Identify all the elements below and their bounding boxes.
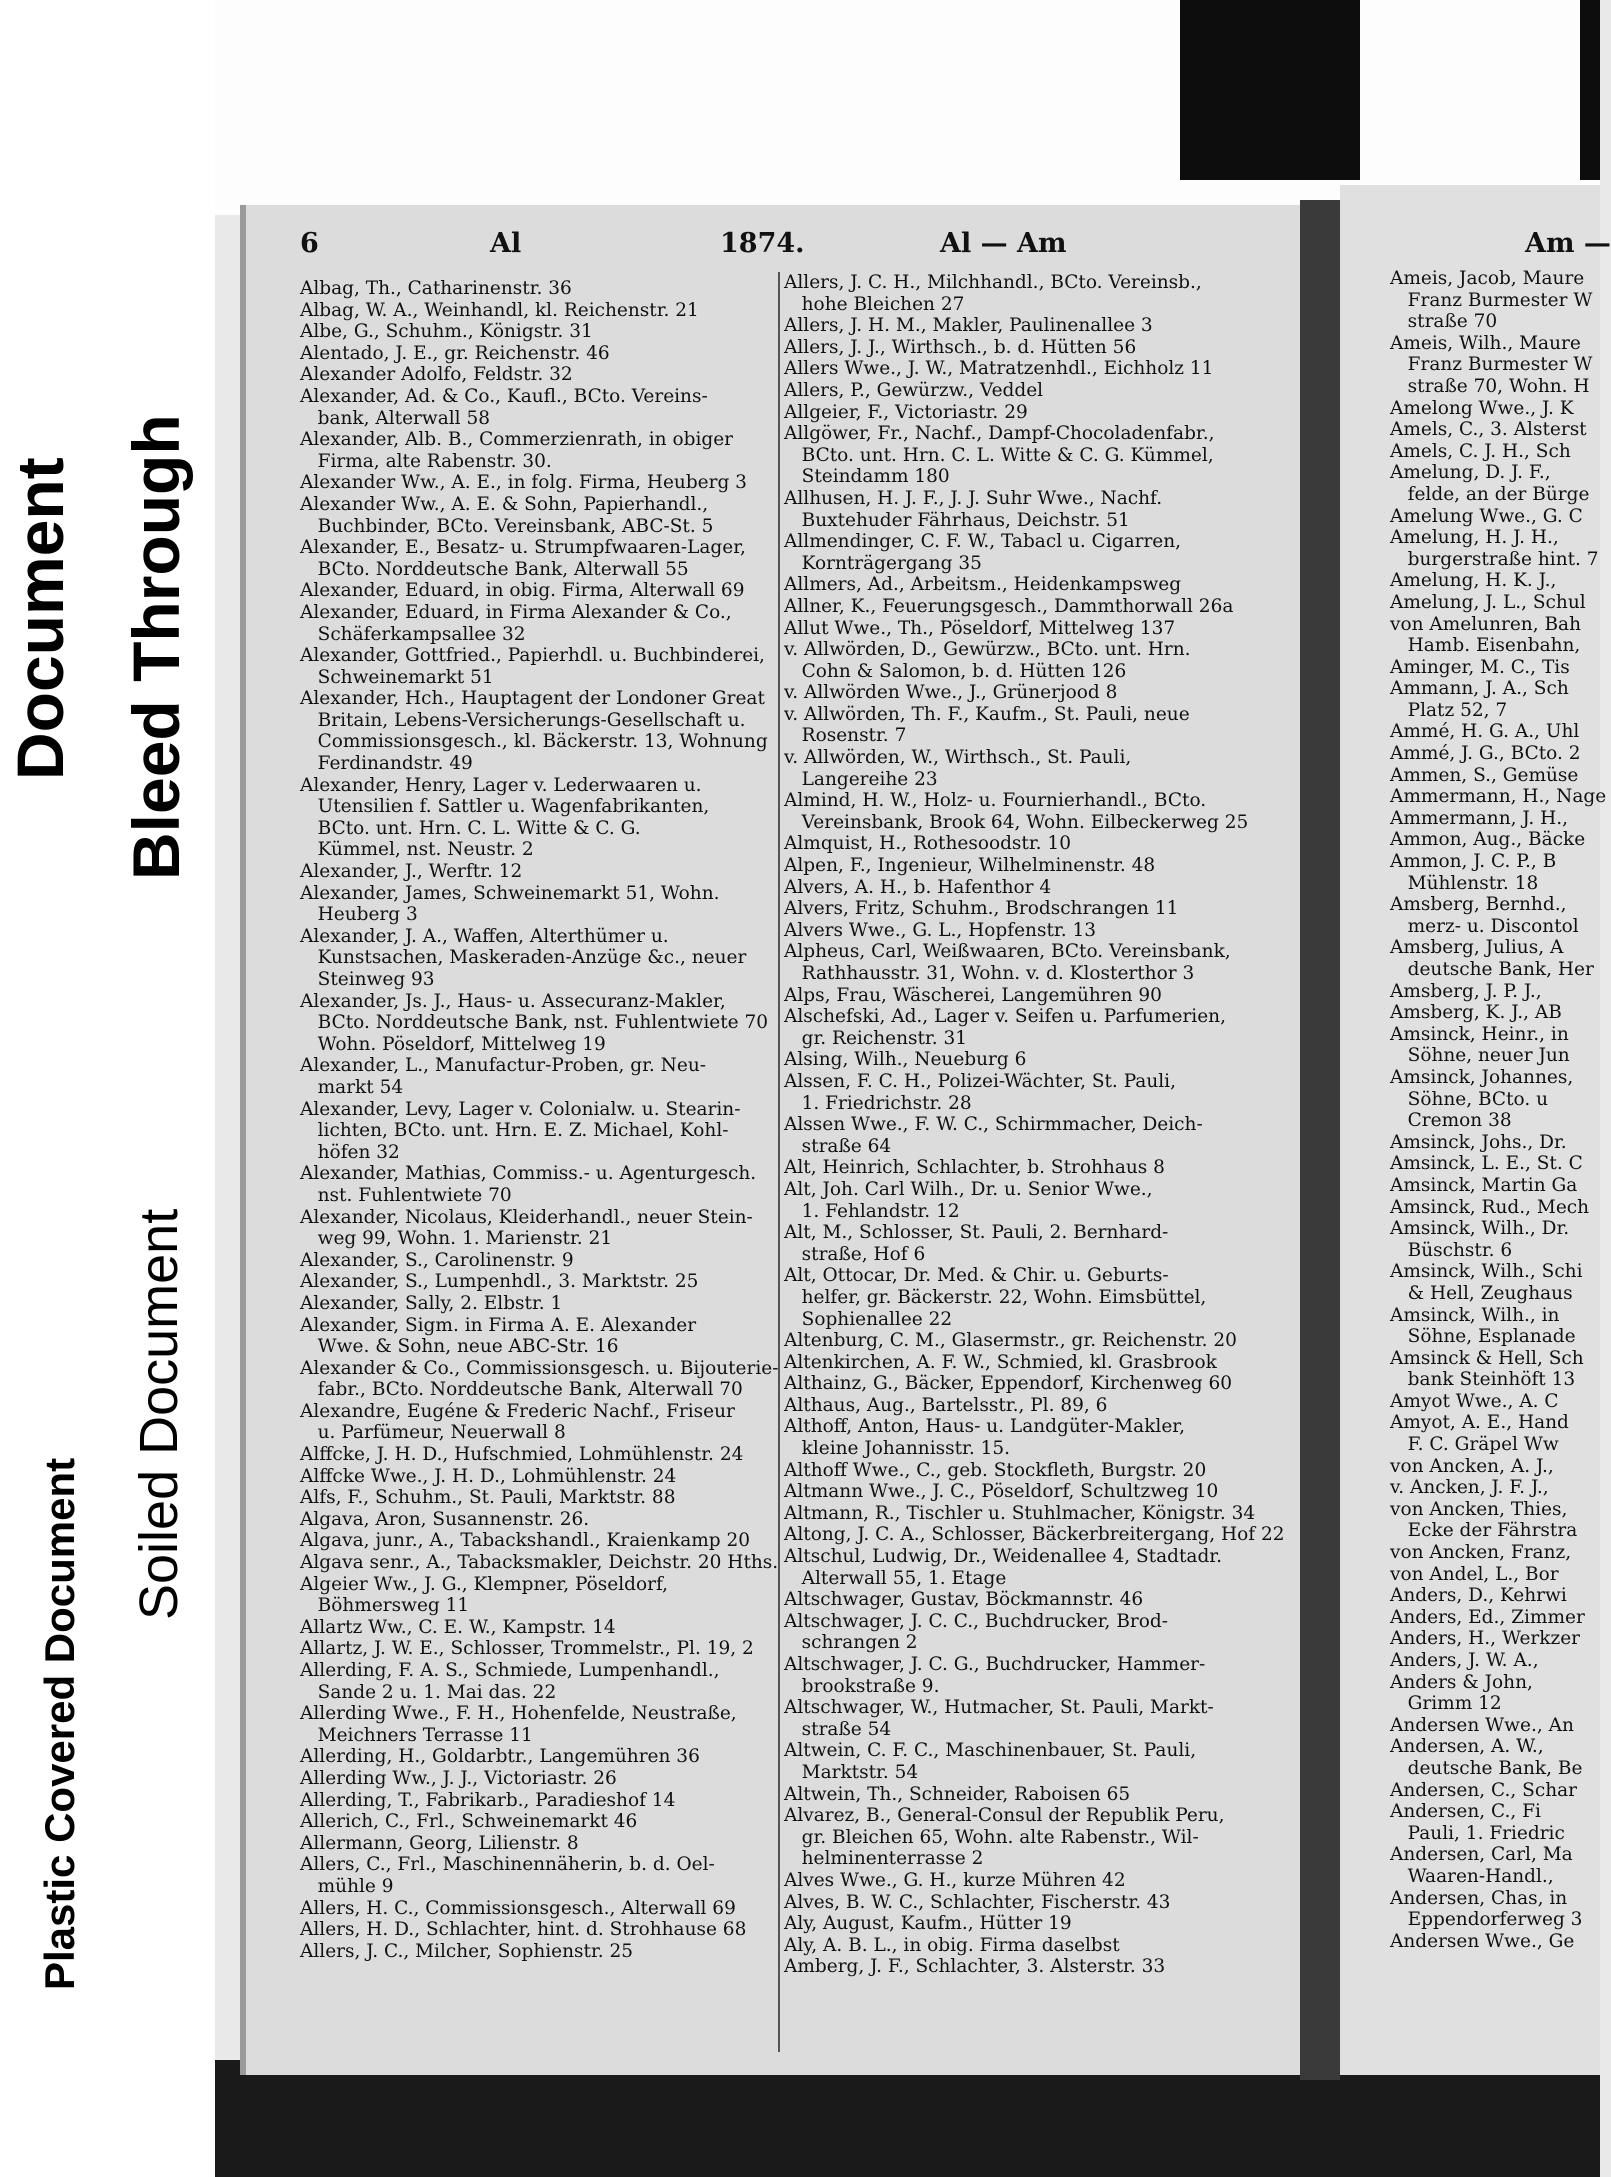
- directory-entry: Altschwager, J. C. C., Buchdrucker, Brod-: [784, 1610, 1168, 1632]
- directory-entry: v. Allwörden Wwe., J., Grünerjood 8: [784, 682, 1118, 704]
- directory-entry: Alexander, Eduard, in Firma Alexander & Co.,: [300, 601, 732, 623]
- directory-entry: Alexander, Gottfried., Papierhdl. u. Buchbinderei,: [300, 645, 765, 667]
- directory-entry: Kornträgergang 35: [784, 552, 982, 574]
- directory-entry: Büschstr. 6: [1390, 1239, 1513, 1261]
- column-rule: [778, 272, 780, 2052]
- directory-entry: deutsche Bank, Her: [1390, 959, 1594, 980]
- directory-entry: Alexander, Sally, 2. Elbstr. 1: [300, 1292, 563, 1314]
- directory-entry: Ammermann, J. H.,: [1390, 807, 1569, 829]
- directory-entry: Altschwager, J. C. G., Buchdrucker, Hammer-: [784, 1654, 1206, 1675]
- directory-entry: Amsinck & Hell, Sch: [1390, 1347, 1584, 1369]
- directory-entry: 1. Fehlandstr. 12: [784, 1200, 960, 1222]
- directory-entry: Allers, C., Frl., Maschinennäherin, b. d. Oel-: [300, 1854, 715, 1876]
- directory-entry: Amelung, J. L., Schul: [1390, 591, 1586, 613]
- directory-entry: Allers, H. D., Schlachter, hint. d. Strohhause 68: [300, 1919, 747, 1941]
- tag-soiled-document: Soiled Document: [129, 1208, 189, 1620]
- directory-entry: Allers, J. C., Milcher, Sophienstr. 25: [300, 1940, 634, 1962]
- directory-entry: straße 70, Wohn. H: [1390, 375, 1590, 397]
- directory-entry: Cremon 38: [1390, 1110, 1512, 1132]
- directory-entry: Ameis, Wilh., Maure: [1390, 332, 1581, 354]
- directory-entry: Buchbinder, BCto. Vereinsbank, ABC-St. 5: [300, 515, 714, 537]
- directory-entry: Alt, M., Schlosser, St. Pauli, 2. Bernhard-: [784, 1222, 1169, 1244]
- directory-entry: Söhne, Esplanade: [1390, 1326, 1576, 1348]
- directory-entry: hohe Bleichen 27: [784, 293, 965, 315]
- directory-entry: Algava senr., A., Tabacksmakler, Deichstr. 20 Hths.: [300, 1552, 779, 1574]
- directory-entry: Alexander, James, Schweinemarkt 51, Wohn.: [300, 882, 720, 904]
- running-head-left: Al: [490, 228, 522, 259]
- directory-entry: Eppendorferweg 3: [1390, 1909, 1583, 1931]
- directory-entry: Heuberg 3: [300, 904, 418, 926]
- directory-entry: bank, Alterwall 58: [300, 407, 491, 429]
- directory-entry: gr. Bleichen 65, Wohn. alte Rabenstr., Wil-: [784, 1826, 1199, 1848]
- directory-entry: Schweinemarkt 51: [300, 666, 494, 688]
- directory-entry: kleine Johannisstr. 15.: [784, 1438, 1011, 1460]
- directory-entry: Alexander, Henry, Lager v. Lederwaaren u.: [300, 774, 702, 796]
- directory-entry: Buxtehuder Fährhaus, Deichstr. 51: [784, 509, 1130, 531]
- directory-entry: Aly, August, Kaufm., Hütter 19: [784, 1913, 1072, 1935]
- directory-entry: Amyot Wwe., A. C: [1390, 1390, 1559, 1412]
- directory-entry: von Andel, L., Bor: [1390, 1563, 1559, 1585]
- directory-entry: 1. Friedrichstr. 28: [784, 1092, 972, 1114]
- directory-entry: Altschul, Ludwig, Dr., Weidenallee 4, Stadtadr.: [784, 1546, 1222, 1568]
- directory-entry: Andersen, Chas, in: [1390, 1887, 1568, 1909]
- directory-entry: Firma, alte Rabenstr. 30.: [300, 450, 552, 472]
- directory-entry: Mühlenstr. 18: [1390, 872, 1539, 894]
- directory-entry: Allerding, F. A. S., Schmiede, Lumpenhandl.,: [300, 1660, 720, 1681]
- directory-entry: Sande 2 u. 1. Mai das. 22: [300, 1681, 557, 1703]
- directory-entry: weg 99, Wohn. 1. Marienstr. 21: [300, 1228, 613, 1250]
- directory-entry: Alvers, A. H., b. Hafenthor 4: [784, 876, 1052, 898]
- directory-entry: Alexander, Levy, Lager v. Colonialw. u. Stearin-: [300, 1098, 741, 1120]
- directory-entry: Allhusen, H. J. F., J. J. Suhr Wwe., Nachf.: [784, 487, 1163, 509]
- directory-entry: Langereihe 23: [784, 768, 938, 790]
- directory-entry: Allerding, H., Goldarbtr., Langemühren 36: [300, 1746, 700, 1768]
- directory-entry: Alpheus, Carl, Weißwaaren, BCto. Vereinsbank,: [784, 941, 1231, 963]
- directory-entry: Rathhausstr. 31, Wohn. v. d. Klosterthor 3: [784, 963, 1195, 984]
- directory-entry: Meichners Terrasse 11: [300, 1724, 533, 1746]
- directory-entry: Amberg, J. F., Schlachter, 3. Alsterstr. 33: [784, 1956, 1166, 1978]
- directory-entry: Sophienallee 22: [784, 1308, 953, 1330]
- directory-entry: Kunstsachen, Maskeraden-Anzüge &c., neuer: [300, 947, 747, 969]
- directory-entry: von Ancken, Thies,: [1390, 1498, 1568, 1520]
- directory-entry: straße, Hof 6: [784, 1243, 926, 1265]
- directory-entry: Alssen Wwe., F. W. C., Schirmmacher, Deich-: [784, 1114, 1203, 1136]
- directory-entry: Wohn. Pöseldorf, Mittelweg 19: [300, 1033, 606, 1055]
- directory-entry: Amels, C. J. H., Sch: [1390, 440, 1571, 462]
- directory-entry: Alves Wwe., G. H., kurze Mühren 42: [784, 1869, 1126, 1891]
- directory-entry: Anders, J. W. A.,: [1390, 1650, 1539, 1671]
- directory-entry: Amsinck, Martin Ga: [1390, 1174, 1578, 1196]
- tag-document: Document: [3, 457, 77, 780]
- directory-entry: Alexandre, Eugéne & Frederic Nachf., Friseur: [300, 1400, 735, 1422]
- directory-entry: Albag, W. A., Weinhandl, kl. Reichenstr. 21: [300, 299, 699, 321]
- directory-entry: Alt, Joh. Carl Wilh., Dr. u. Senior Wwe.,: [784, 1178, 1153, 1200]
- directory-entry: Altmann, R., Tischler u. Stuhlmacher, Königstr. 34: [784, 1502, 1256, 1524]
- directory-entry: BCto. Norddeutsche Bank, Alterwall 55: [300, 558, 689, 580]
- directory-column-3: [1390, 268, 1607, 1952]
- directory-entry: Rosenstr. 7: [784, 725, 907, 747]
- directory-entry: Amsberg, J. P. J.,: [1390, 980, 1542, 1002]
- directory-entry: Althainz, G., Bäcker, Eppendorf, Kirchenweg 60: [784, 1373, 1233, 1395]
- running-head-right: Am —: [1525, 228, 1611, 259]
- directory-entry: Algava, Aron, Susannenstr. 26.: [300, 1508, 590, 1530]
- directory-entry: Andersen Wwe., Ge: [1390, 1930, 1575, 1952]
- directory-entry: Steinweg 93: [300, 969, 435, 990]
- directory-entry: v. Allwörden, D., Gewürzw., BCto. unt. Hrn.: [784, 639, 1191, 661]
- directory-entry: Allartz Ww., C. E. W., Kampstr. 14: [300, 1616, 616, 1638]
- directory-entry: Utensilien f. Sattler u. Wagenfabrikanten,: [300, 796, 710, 818]
- directory-entry: Allmers, Ad., Arbeitsm., Heidenkampsweg: [784, 574, 1182, 596]
- directory-entry: Britain, Lebens-Versicherungs-Gesellschaft u.: [300, 709, 746, 731]
- directory-entry: Alexander, Eduard, in obig. Firma, Alterwall 69: [300, 580, 745, 602]
- directory-entry: Allermann, Georg, Lilienstr. 8: [300, 1832, 579, 1854]
- directory-entry: brookstraße 9.: [784, 1675, 940, 1697]
- directory-entry: v. Allwörden, W., Wirthsch., St. Pauli,: [784, 747, 1132, 769]
- book-gutter: [1300, 200, 1340, 2080]
- directory-entry: Alexander, L., Manufactur-Proben, gr. Neu-: [300, 1055, 706, 1077]
- directory-entry: Commissionsgesch., kl. Bäckerstr. 13, Wohnung: [300, 731, 768, 753]
- directory-entry: Alves, B. W. C., Schlachter, Fischerstr. 43: [784, 1891, 1171, 1913]
- directory-entry: burgerstraße hint. 7: [1390, 548, 1599, 570]
- directory-entry: Söhne, neuer Jun: [1390, 1045, 1570, 1067]
- directory-entry: Ammermann, H., Nage: [1390, 786, 1607, 808]
- directory-entry: Albe, G., Schuhm., Königstr. 31: [300, 321, 593, 343]
- directory-entry: Allmendinger, C. F. W., Tabacl u. Cigarren,: [784, 531, 1182, 553]
- directory-entry: Amelong Wwe., J. K: [1390, 397, 1574, 419]
- background-top: [215, 0, 1600, 215]
- book-bottom-edge: [215, 2060, 1600, 2177]
- directory-entry: Alexander, S., Carolinenstr. 9: [300, 1249, 574, 1271]
- directory-entry: straße 64: [784, 1135, 892, 1157]
- directory-entry: Allner, K., Feuerungsgesch., Dammthorwall 26a: [784, 595, 1234, 617]
- directory-entry: Wwe. & Sohn, neue ABC-Str. 16: [300, 1336, 619, 1358]
- directory-entry: Allers, P., Gewürzw., Veddel: [784, 379, 1044, 401]
- directory-entry: Allut Wwe., Th., Pöseldorf, Mittelweg 137: [784, 617, 1176, 639]
- directory-entry: Andersen, C., Fi: [1390, 1801, 1541, 1823]
- directory-entry: Alpen, F., Ingenieur, Wilhelminenstr. 48: [784, 855, 1156, 877]
- directory-entry: Aminger, M. C., Tis: [1390, 656, 1570, 678]
- directory-entry: Ameis, Jacob, Maure: [1390, 268, 1585, 289]
- directory-column-2: [784, 272, 1285, 1978]
- directory-entry: Alffcke, J. H. D., Hufschmied, Lohmühlenstr. 24: [300, 1444, 744, 1466]
- directory-entry: Ecke der Fährstra: [1390, 1520, 1578, 1542]
- directory-entry: Alexander Ww., A. E. & Sohn, Papierhandl.,: [300, 493, 709, 515]
- directory-entry: Alexander Ww., A. E., in folg. Firma, Heuberg 3: [300, 472, 747, 494]
- directory-entry: Alexander, Js. J., Haus- u. Assecuranz-Makler,: [300, 990, 726, 1012]
- directory-entry: Amyot, A. E., Hand: [1390, 1412, 1569, 1434]
- directory-entry: Algava, junr., A., Tabackshandl., Kraienkamp 20: [300, 1530, 751, 1552]
- directory-entry: Cohn & Salomon, b. d. Hütten 126: [784, 660, 1127, 682]
- directory-entry: Andersen, C., Schar: [1390, 1779, 1577, 1801]
- directory-entry: Aly, A. B. L., in obig. Firma daselbst: [784, 1934, 1120, 1956]
- tag-bleed-through: Bleed Through: [119, 414, 193, 880]
- directory-entry: mühle 9: [300, 1875, 394, 1897]
- directory-entry: Hamb. Eisenbahn,: [1390, 635, 1581, 657]
- directory-entry: Pauli, 1. Friedric: [1390, 1822, 1565, 1844]
- directory-entry: Ammen, S., Gemüse: [1390, 764, 1579, 786]
- directory-entry: Alexander, Mathias, Commiss.- u. Agenturgesch.: [300, 1163, 757, 1185]
- directory-entry: Allers Wwe., J. W., Matratzenhdl., Eichholz 11: [784, 358, 1214, 380]
- directory-entry: höfen 32: [300, 1141, 400, 1163]
- directory-entry: helminenterrasse 2: [784, 1848, 984, 1870]
- directory-entry: Altenkirchen, A. F. W., Schmied, kl. Grasbrook: [784, 1351, 1217, 1373]
- directory-entry: Böhmersweg 11: [300, 1595, 470, 1617]
- directory-entry: Althaus, Aug., Bartelsstr., Pl. 89, 6: [784, 1394, 1108, 1416]
- directory-entry: Söhne, BCto. u: [1390, 1088, 1549, 1110]
- directory-column-1: [300, 278, 779, 1962]
- directory-entry: Altwein, Th., Schneider, Raboisen 65: [784, 1783, 1131, 1805]
- directory-entry: Alsing, Wilh., Neueburg 6: [784, 1049, 1027, 1071]
- directory-entry: v. Ancken, J. F. J.,: [1390, 1477, 1549, 1499]
- directory-entry: Allerding Wwe., F. H., Hohenfelde, Neustraße,: [300, 1703, 737, 1725]
- directory-entry: Alssen, F. C. H., Polizei-Wächter, St. Pauli,: [784, 1070, 1176, 1092]
- directory-entry: Alexander, Nicolaus, Kleiderhandl., neuer Stein-: [300, 1206, 753, 1228]
- directory-entry: Altwein, C. F. C., Maschinenbauer, St. Pauli,: [784, 1740, 1197, 1762]
- directory-entry: Amelung Wwe., G. C: [1390, 505, 1583, 527]
- directory-entry: Allers, J. C. H., Milchhandl., BCto. Vereinsb.,: [784, 272, 1202, 293]
- directory-entry: Althoff, Anton, Haus- u. Landgüter-Makler,: [784, 1416, 1185, 1438]
- directory-entry: gr. Reichenstr. 31: [784, 1027, 968, 1049]
- directory-entry: Ammé, J. G., BCto. 2: [1390, 743, 1581, 765]
- binding-dark: [1180, 0, 1360, 180]
- directory-entry: Marktstr. 54: [784, 1761, 919, 1783]
- directory-entry: Alexander Adolfo, Feldstr. 32: [300, 364, 573, 386]
- directory-entry: F. C. Gräpel Ww: [1390, 1434, 1559, 1456]
- binding-dark-right: [1580, 0, 1600, 180]
- directory-entry: Amsinck, Heinr., in: [1390, 1023, 1569, 1045]
- directory-entry: Alexander, J. A., Waffen, Alterthümer u.: [300, 925, 669, 947]
- tag-plastic-covered: Plastic Covered Document: [36, 1457, 83, 1990]
- directory-entry: Steindamm 180: [784, 466, 950, 488]
- directory-entry: Ammann, J. A., Sch: [1390, 678, 1569, 700]
- directory-entry: Ferdinandstr. 49: [300, 753, 473, 775]
- directory-entry: Alexander & Co., Commissionsgesch. u. Bijouterie-: [300, 1357, 779, 1379]
- directory-entry: Amsinck, Wilh., Schi: [1390, 1261, 1583, 1283]
- directory-entry: Amsinck, Johannes,: [1390, 1066, 1574, 1088]
- directory-entry: felde, an der Bürge: [1390, 483, 1590, 505]
- directory-entry: Algeier Ww., J. G., Klempner, Pöseldorf,: [300, 1573, 669, 1595]
- directory-entry: Alexander, Ad. & Co., Kaufl., BCto. Vereins-: [300, 385, 708, 407]
- directory-entry: Waaren-Handl.,: [1390, 1865, 1554, 1887]
- directory-entry: Alexander, S., Lumpenhdl., 3. Marktstr. 25: [300, 1271, 699, 1293]
- directory-entry: Amsberg, Julius, A: [1390, 937, 1564, 959]
- directory-entry: Albag, Th., Catharinenstr. 36: [300, 278, 572, 299]
- directory-entry: Amelung, D. J. F.,: [1390, 462, 1551, 484]
- directory-entry: Alps, Frau, Wäscherei, Langemühren 90: [784, 984, 1162, 1006]
- directory-entry: Alexander, E., Besatz- u. Strumpfwaaren-Lager,: [300, 537, 746, 559]
- directory-entry: Amsinck, Wilh., Dr.: [1390, 1218, 1570, 1240]
- directory-entry: Amels, C., 3. Alsterst: [1390, 419, 1587, 441]
- directory-entry: Altenburg, C. M., Glasermstr., gr. Reichenstr. 20: [784, 1330, 1237, 1352]
- directory-entry: Anders, D., Kehrwi: [1390, 1585, 1567, 1607]
- directory-entry: Alexander, J., Werftr. 12: [300, 861, 523, 883]
- directory-entry: Amelung, H. J. H.,: [1390, 527, 1559, 549]
- directory-entry: Andersen, Carl, Ma: [1390, 1844, 1573, 1866]
- directory-entry: & Hell, Zeughaus: [1390, 1282, 1573, 1304]
- directory-entry: Amsinck, Rud., Mech: [1390, 1196, 1590, 1218]
- directory-entry: von Ancken, Franz,: [1390, 1542, 1572, 1564]
- directory-entry: Schäferkampsallee 32: [300, 623, 526, 645]
- directory-entry: Alexander, Sigm. in Firma A. E. Alexander: [300, 1314, 697, 1336]
- directory-entry: Alexander, Alb. B., Commerzienrath, in obiger: [300, 429, 734, 451]
- directory-entry: lichten, BCto. unt. Hrn. E. Z. Michael, Kohl-: [300, 1120, 729, 1142]
- directory-entry: Amsinck, Wilh., in: [1390, 1304, 1560, 1326]
- directory-entry: Alvers Wwe., G. L., Hopfenstr. 13: [784, 919, 1097, 941]
- directory-entry: Anders & John,: [1390, 1671, 1533, 1693]
- directory-entry: fabr., BCto. Norddeutsche Bank, Alterwall 70: [300, 1379, 743, 1401]
- directory-entry: Ammon, J. C. P., B: [1390, 851, 1557, 873]
- directory-entry: Allartz, J. W. E., Schlosser, Trommelstr., Pl. 19, 2: [300, 1638, 754, 1660]
- directory-entry: Althoff Wwe., C., geb. Stockfleth, Burgstr. 20: [784, 1459, 1207, 1481]
- running-head-range: Al — Am: [940, 228, 1067, 259]
- directory-entry: Alt, Heinrich, Schlachter, b. Strohhaus 8: [784, 1157, 1165, 1179]
- directory-entry: schrangen 2: [784, 1632, 918, 1654]
- directory-entry: Allerding Ww., J. J., Victoriastr. 26: [300, 1767, 617, 1789]
- directory-entry: Allgöwer, Fr., Nachf., Dampf-Chocoladenfabr.,: [784, 423, 1215, 445]
- directory-entry: Alschefski, Ad., Lager v. Seifen u. Parfumerien,: [784, 1006, 1226, 1028]
- directory-entry: Franz Burmester W: [1390, 354, 1593, 376]
- directory-entry: Allerding, T., Fabrikarb., Paradieshof 14: [300, 1789, 676, 1811]
- directory-entry: bank Steinhöft 13: [1390, 1369, 1576, 1391]
- directory-entry: Allgeier, F., Victoriastr. 29: [784, 401, 1028, 423]
- directory-entry: Alt, Ottocar, Dr. Med. & Chir. u. Geburts-: [784, 1265, 1169, 1287]
- directory-entry: Alterwall 55, 1. Etage: [784, 1567, 1007, 1589]
- directory-entry: Altschwager, W., Hutmacher, St. Pauli, Markt-: [784, 1697, 1214, 1719]
- directory-entry: Amsinck, Johs., Dr.: [1390, 1131, 1567, 1153]
- directory-entry: Amsberg, Bernhd.,: [1390, 894, 1567, 916]
- directory-entry: Grimm 12: [1390, 1693, 1502, 1715]
- directory-entry: straße 54: [784, 1718, 892, 1740]
- directory-entry: Almind, H. W., Holz- u. Fournierhandl., BCto.: [784, 790, 1207, 812]
- directory-entry: Amelung, H. K. J.,: [1390, 570, 1557, 592]
- directory-entry: Altmann Wwe., J. C., Pöseldorf, Schultzweg 10: [784, 1481, 1219, 1503]
- directory-entry: Alentado, J. E., gr. Reichenstr. 46: [300, 342, 610, 364]
- directory-entry: Alfs, F., Schuhm., St. Pauli, Marktstr. 88: [300, 1487, 676, 1509]
- directory-entry: Alexander, Hch., Hauptagent der Londoner Great: [300, 688, 765, 710]
- directory-entry: BCto. Norddeutsche Bank, nst. Fuhlentwiete 70: [300, 1012, 768, 1034]
- directory-entry: BCto. unt. Hrn. C. L. Witte & C. G. Kümmel,: [784, 444, 1214, 466]
- directory-entry: Anders, H., Werkzer: [1390, 1628, 1580, 1650]
- directory-entry: Andersen Wwe., An: [1390, 1714, 1574, 1736]
- directory-entry: u. Parfümeur, Neuerwall 8: [300, 1422, 566, 1444]
- directory-entry: Kümmel, nst. Neustr. 2: [300, 839, 534, 861]
- directory-entry: markt 54: [300, 1076, 404, 1098]
- directory-entry: Alffcke Wwe., J. H. D., Lohmühlenstr. 24: [300, 1465, 677, 1487]
- directory-entry: Ammé, H. G. A., Uhl: [1390, 721, 1580, 743]
- directory-entry: Platz 52, 7: [1390, 699, 1508, 721]
- directory-entry: Altschwager, Gustav, Böckmannstr. 46: [784, 1589, 1144, 1611]
- directory-entry: Franz Burmester W: [1390, 289, 1593, 311]
- directory-entry: v. Allwörden, Th. F., Kaufm., St. Pauli, neue: [784, 703, 1190, 725]
- directory-entry: Allers, J. J., Wirthsch., b. d. Hütten 56: [784, 336, 1137, 358]
- directory-entry: Anders, Ed., Zimmer: [1390, 1606, 1585, 1628]
- directory-entry: deutsche Bank, Be: [1390, 1757, 1583, 1779]
- directory-entry: merz- u. Discontol: [1390, 915, 1579, 937]
- directory-entry: Vereinsbank, Brook 64, Wohn. Eilbeckerweg 25: [784, 811, 1249, 833]
- directory-entry: helfer, gr. Bäckerstr. 22, Wohn. Eimsbüttel,: [784, 1286, 1207, 1308]
- directory-entry: von Amelunren, Bah: [1390, 613, 1581, 635]
- directory-entry: Andersen, A. W.,: [1390, 1736, 1544, 1758]
- directory-entry: von Ancken, A. J.,: [1390, 1455, 1554, 1477]
- directory-entry: straße 70: [1390, 311, 1498, 333]
- directory-entry: Amsberg, K. J., AB: [1390, 1002, 1562, 1024]
- page-number: 6: [300, 228, 319, 259]
- directory-entry: Alvers, Fritz, Schuhm., Brodschrangen 11: [784, 898, 1179, 920]
- directory-entry: Almquist, H., Rothesoodstr. 10: [784, 833, 1071, 855]
- page-year: 1874.: [720, 228, 805, 259]
- directory-entry: Amsinck, L. E., St. C: [1390, 1153, 1583, 1175]
- directory-entry: nst. Fuhlentwiete 70: [300, 1184, 512, 1206]
- directory-entry: Ammon, Aug., Bäcke: [1390, 829, 1586, 851]
- directory-entry: Alvarez, B., General-Consul der Republik Peru,: [784, 1805, 1225, 1827]
- directory-entry: Altong, J. C. A., Schlosser, Bäckerbreitergang, Hof 22: [784, 1524, 1285, 1546]
- tag-strip: [0, 0, 215, 2177]
- directory-entry: BCto. unt. Hrn. C. L. Witte & C. G.: [300, 817, 641, 839]
- directory-entry: Allers, H. C., Commissionsgesch., Alterwall 69: [300, 1897, 736, 1919]
- directory-entry: Allers, J. H. M., Makler, Paulinenallee 3: [784, 315, 1153, 337]
- directory-entry: Allerich, C., Frl., Schweinemarkt 46: [300, 1811, 638, 1833]
